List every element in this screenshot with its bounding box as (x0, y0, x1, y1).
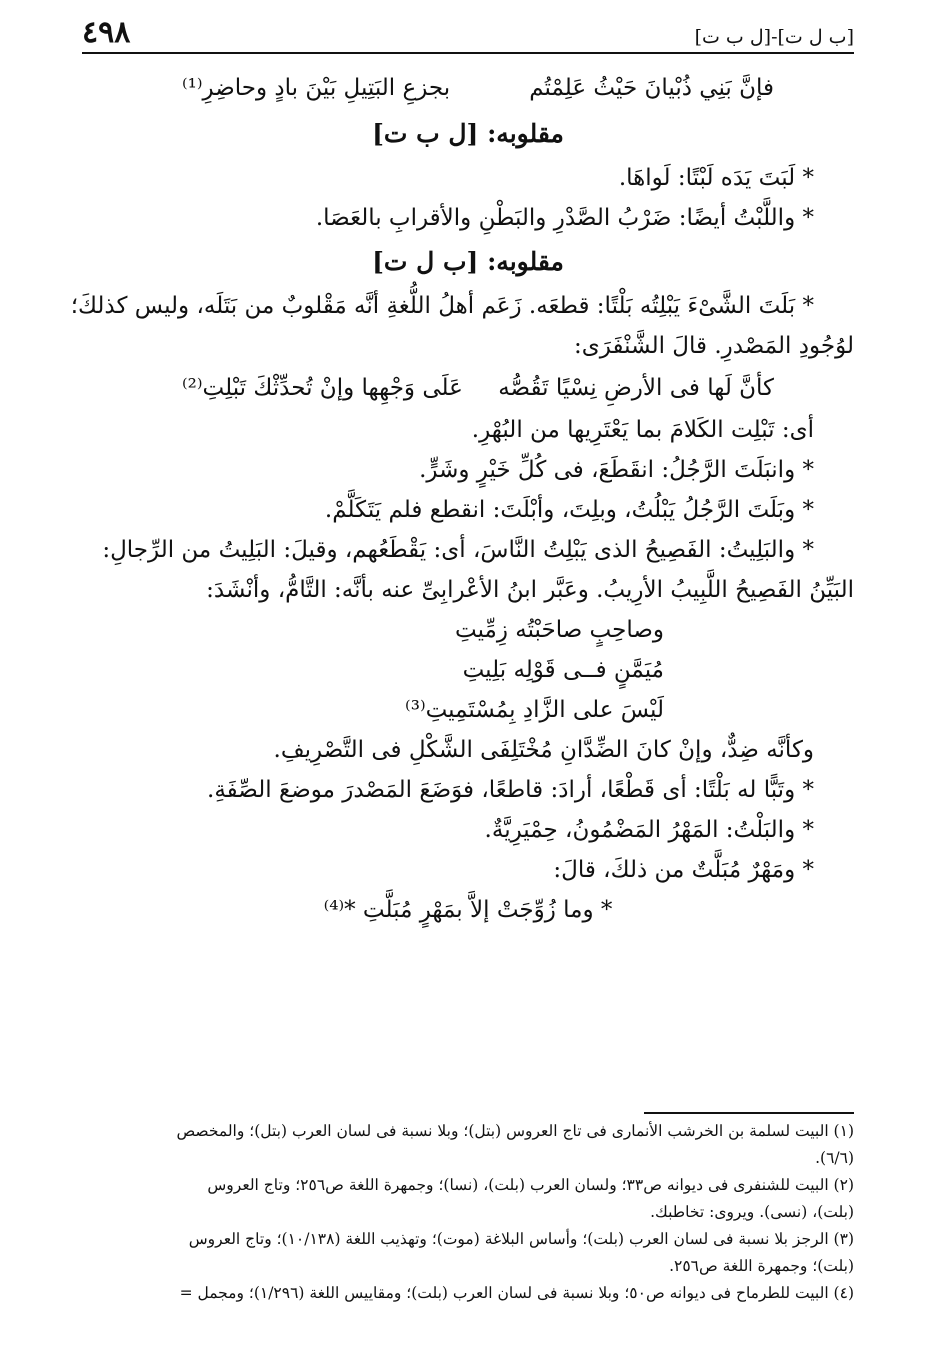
entry-paragraph: أى: تَبْلِت الكَلامَ بما يَعْتَرِيها من البُهْرِ. (471, 417, 814, 443)
footnote: (٣) الرجز بلا نسبة فى لسان العرب (بلت)؛ وأساس البلاغة (موت)؛ وتهذيب اللغة (١٠/١٣٨)؛ وتاج العروس (188, 1230, 854, 1248)
entry-paragraph: * والبَلْتُ: المَهْرُ المَضْمُونُ، حِمْيَرِيَّةٌ. (484, 817, 814, 843)
entry-paragraph: * والبَلِيتُ: الفَصِيحُ الذى يَبْلِتُ النَّاسَ، أى: يَقْطَعُهم، وقيلَ: البَلِيتُ من الرِّجالِ: (102, 537, 814, 563)
entry-paragraph: * بَلَتَ الشَّىْءَ يَبْلِتُه بَلْتًا: قطعَه. زَعَم أهلُ اللُّغةِ أنَّه مَقْلوبٌ من بَتَلَه، وليس كذلكَ؛ (70, 293, 814, 319)
footnote-rule (644, 1112, 854, 1114)
verse-hemistich-first: كأنَّ لَها فى الأرضِ نِسْيًا تَقُصُّه (498, 375, 774, 401)
entry-paragraph-continued: لوُجُودِ المَصْدرِ. قالَ الشَّنْفَرَى: (574, 333, 854, 359)
verse-hemistich-second: عَلَى وَجْهِها وإنْ تُحدِّثْكَ تَبْلِتِ⁽²⁾ (182, 375, 463, 401)
entry-paragraph: وكأنَّه ضِدٌّ، وإنْ كانَ الضِّدَّانِ مُخْتَلِفَى الشَّكْلِ فى التَّصْرِيفِ. (273, 737, 814, 763)
footnote: (٢) البيت للشنفرى فى ديوانه ص٣٣؛ ولسان العرب (بلت)، (نسا)؛ وجمهرة اللغة ص٢٥٦؛ وتاج العروس (207, 1176, 854, 1194)
footnote-continued: (٦/٦). (815, 1149, 854, 1167)
section-heading: مقلوبه: [ل ب ت] (372, 119, 564, 148)
section-heading: مقلوبه: [ب ل ت] (372, 247, 564, 276)
verse-line (82, 366, 854, 410)
footnotes (82, 1118, 854, 1307)
entry-paragraph: * لَبَتَ يَدَه لَبْتًا: لَواهَا. (618, 165, 814, 191)
verse-line (82, 66, 854, 110)
entry-paragraph: * وانبَلَتَ الرَّجُلُ: انقَطَعَ، فى كُلِّ خَيْرٍ وشَرٍّ. (419, 457, 814, 483)
page-number: ٤٩٨ (82, 15, 131, 50)
footnote: (٤) البيت للطرماح فى ديوانه ص٥٠؛ وبلا نسبة فى لسان العرب (بلت)؛ ومقاييس اللغة (١/٢٩٦)؛ ومجمل = (179, 1284, 854, 1302)
verse-line: * وما زُوِّجَتْ إلاَّ بمَهْرٍ مُبَلَّتِ *⁽⁴⁾ (323, 897, 613, 923)
rajaz-line: وصاحِبٍ صاحَبْتُه زِمِّيتِ (455, 617, 664, 643)
footnote-continued: (بلت)؛ وجمهرة اللغة ص٢٥٦. (669, 1257, 854, 1275)
verse-hemistich-first: فإنَّ بَنِي ذُبْيانَ حَيْثُ عَلِمْتُم (529, 75, 774, 101)
entry-paragraph: * ومَهْرٌ مُبَلَّتٌ من ذلكَ، قالَ: (553, 857, 814, 883)
page-header (82, 14, 854, 50)
rajaz-line: لَيْسَ على الزَّادِ بِمُسْتَمِيتِ⁽³⁾ (405, 697, 664, 723)
entry-paragraph: * وبَلَتَ الرَّجُلُ يَبْلُتُ، وبلِتَ، وأبْلَتَ: انقطع فلم يَتَكَلَّمْ. (324, 497, 814, 523)
footnote-continued: (بلت)، (نسى). ويروى: تخاطبك. (650, 1203, 854, 1221)
footnote: (١) البيت لسلمة بن الخرشب الأنمارى فى تاج العروس (بتل)؛ وبلا نسبة فى لسان العرب (بتل)؛ والمخصص (176, 1122, 854, 1140)
rajaz-line: مُيَمَّنٍ فــى قَوْلِه بَلِيتِ (462, 657, 664, 683)
entry-paragraph: * واللَّبْتُ أيضًا: ضَرْبُ الصَّدْرِ والبَطْنِ والأقرابِ بالعَصَا. (315, 205, 814, 231)
entry-paragraph: * وتَبًّا له بَلْتًا: أى قَطْعًا، أرادَ: قاطعًا، فوَضَعَ المَصْدرَ موضعَ الصِّفَةِ. (207, 777, 814, 803)
header-rule (82, 52, 854, 54)
entry-paragraph-continued: البَيِّنُ الفَصِيحُ اللَّبِيبُ الأرِيبُ. وعَبَّر ابنُ الأعْرابِىِّ عنه بأنَّه: التَّامُّ، وأنْشَدَ: (206, 577, 854, 603)
verse-hemistich-second: بجزعِ البَتِيلِ بَيْنَ بادٍ وحاضِرِ⁽¹⁾ (182, 75, 451, 101)
running-head: [ل ب ت]-[ب ل ت] (694, 26, 854, 48)
page-body (70, 66, 854, 930)
